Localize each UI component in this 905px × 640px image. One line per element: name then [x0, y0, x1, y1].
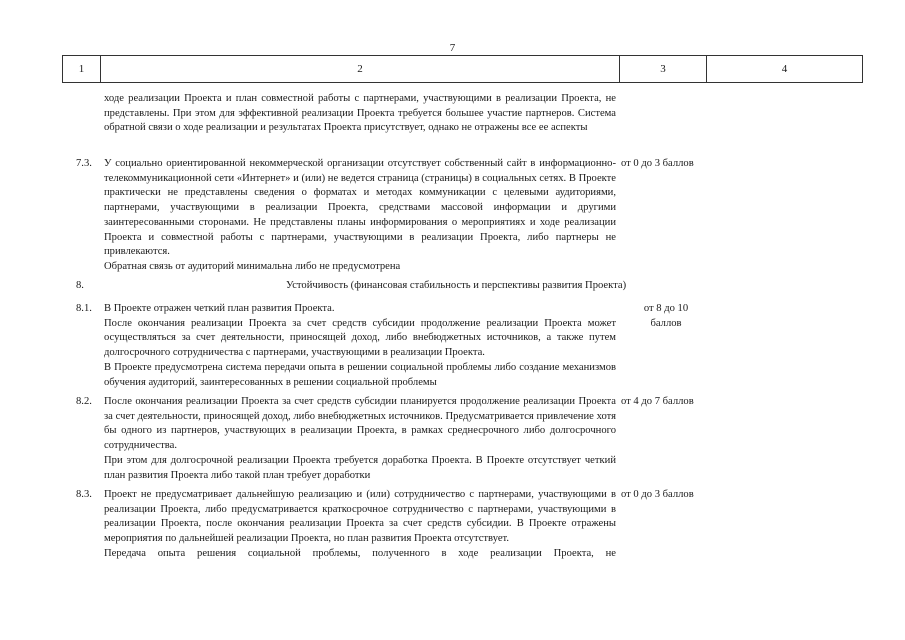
section-number: 8. — [76, 280, 84, 291]
criterion-paragraph: В Проекте предусмотрена система передачи опыта в решении социальной проблемы либо создание механизмов обучения аудиторий, заинтересованных в решении социальной проблемы — [104, 361, 616, 388]
criterion-paragraph: После окончания реализации Проекта за счет средств субсидии планируется продолжение реализации Проекта за счет деятельности, приносящей доход, либо внебюджетных источников. Предусматривается привлечение хотя бы одного из партнеров, участвующих в реализации Проекта, в рамках среднесрочного либо долгосрочного сотрудничества. — [104, 396, 616, 452]
item-number: 8.3. — [76, 489, 92, 500]
criterion-paragraph: Проект не предусматривает дальнейшую реализацию и (или) сотрудничество с партнерами, участвующими в реализации Проекта, либо предусматривается краткосрочное сотрудничество с партнерами, участвующими в реализации Проекта, после окончания реализации Проекта за счет средств субсидии. В Проекте отражены мероприятия по дальнейшей реализации Проекта, но план развития Проекта отсутствует. — [104, 489, 616, 545]
criterion-paragraph: Передача опыта решения социальной проблемы, полученного в ходе реализации Проекта, не — [104, 547, 616, 559]
section-title: Устойчивость (финансовая стабильность и перспективы развития Проекта) — [286, 280, 627, 291]
criterion-paragraph: У социально ориентированной некоммерческой организации отсутствует собственный сайт в информационно-телекоммуникационной сети «Интернет» и (или) не ведется страница (страницы) в социальных сетях. В Проекте практически не представлены сведения о форматах и методах коммуникации с целевыми аудиториями, партнерами, участвующими в реализации Проекта, средствами массовой информации и другими заинтересованными сторонами. Не представлены планы информирования о мероприятиях и ходе реализации Проекта и совместной работы с партнерами, участвующими в реализации Проекта, либо партнеры не привлекаются. — [104, 158, 616, 258]
criterion-text — [104, 488, 616, 562]
criterion-text — [104, 395, 616, 483]
item-number: 7.3. — [76, 158, 92, 169]
criterion-text — [104, 157, 616, 275]
item-number: 8.1. — [76, 303, 92, 314]
score-range: от 0 до 3 баллов — [621, 158, 694, 169]
criterion-paragraph: Обратная связь от аудиторий минимальна либо не предусмотрена — [104, 260, 401, 272]
header-col-1: 1 — [63, 56, 101, 82]
criterion-paragraph: После окончания реализации Проекта за счет средств субсидии продолжение реализации Проекта может осуществляться за счет деятельности, приносящей доход, либо внебюджетных источников, а также путем долгосрочного сотрудничества с партнерами, участвующими в реализации Проекта. — [104, 317, 616, 359]
criterion-paragraph: В Проекте отражен четкий план развития Проекта. — [104, 303, 335, 314]
item-number: 8.2. — [76, 396, 92, 407]
header-col-3: 3 — [620, 56, 707, 82]
criterion-paragraph: При этом для долгосрочной реализации Проекта требуется доработка Проекта. В Проекте отсутствует четкий план развития Проекта либо такой план требует доработки — [104, 454, 616, 481]
header-col-4: 4 — [781, 63, 788, 75]
table-header — [62, 55, 863, 83]
header-col-2: 2 — [101, 56, 620, 82]
page-number: 7 — [449, 42, 456, 54]
score-range: от 4 до 7 баллов — [621, 396, 694, 407]
score-range: от 0 до 3 баллов — [621, 489, 694, 500]
criterion-text — [104, 302, 616, 390]
continuation-text: ходе реализации Проекта и план совместной работы с партнерами, участвующими в реализации Проекта, не представлены. При этом для эффективной реализации Проекта требуется большее участие партнеров. Система обратной связи о ходе реализации и результатах Проекта присутствует, однако не отражены все ее аспекты — [104, 93, 616, 134]
score-range: от 8 до 10 баллов — [643, 303, 689, 329]
